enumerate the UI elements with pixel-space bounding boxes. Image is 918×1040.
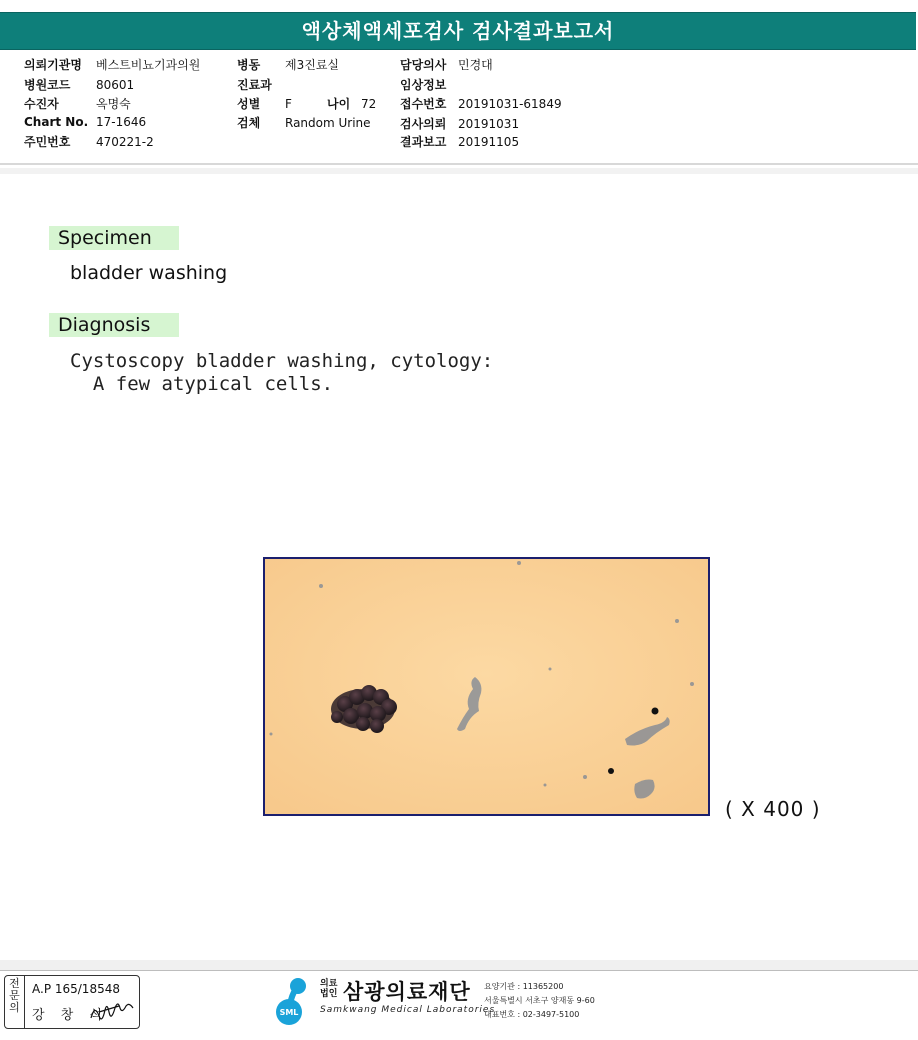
info-value: 72 [361, 97, 377, 111]
footer-divider [0, 970, 918, 971]
info-row-hospital-code [24, 76, 134, 93]
info-value: 20191105 [458, 135, 520, 149]
org-type-label [320, 979, 337, 999]
org-type-line-2: 법인 [320, 989, 338, 999]
signature-icon [89, 998, 135, 1024]
info-value: F [285, 97, 292, 111]
microscopy-image [263, 557, 710, 816]
info-label: 수진자 [24, 97, 59, 111]
info-row-report-date [400, 133, 519, 150]
logo-text: SML [279, 1008, 299, 1017]
org-english-name: Samkwang Medical Laboratories [320, 1005, 496, 1015]
specimen-header: Specimen [49, 226, 179, 250]
info-row-doctor [400, 56, 493, 73]
org-type-line-1: 의료 [320, 979, 338, 989]
info-row-receipt-no [400, 95, 562, 112]
info-row-clinical-info [400, 76, 458, 93]
org-info-line-2: 서울특별시 서초구 양재동 9-60 [484, 996, 595, 1005]
org-info-line-3: 대표번호 : 02-3497-5100 [484, 1010, 580, 1019]
magnification-label: ( X 400 ) [725, 797, 821, 821]
info-value: 제3진료실 [285, 58, 340, 72]
info-row-patient [24, 95, 131, 112]
info-label: 병동 [237, 58, 261, 72]
diagnosis-header: Diagnosis [49, 313, 179, 337]
pathologist-stamp [4, 975, 140, 1029]
patient-info-block [0, 50, 918, 170]
info-row-request-date [400, 115, 519, 132]
info-value: 20191031 [458, 117, 520, 131]
info-row-dept [237, 76, 285, 93]
info-value: 80601 [96, 78, 135, 92]
info-value: 17-1646 [96, 115, 147, 129]
info-label: 나이 [327, 97, 351, 111]
stamp-doctor-name: 강 창 석 [32, 1008, 108, 1023]
diagnosis-line-1: Cystoscopy bladder washing, cytology: [70, 350, 494, 372]
info-row-sex [237, 95, 292, 112]
diagnosis-line-2: A few atypical cells. [70, 373, 334, 395]
info-value: 민경대 [458, 58, 493, 72]
info-value: 20191031-61849 [458, 97, 562, 111]
cytology-photo [265, 559, 708, 814]
info-label: 담당의사 [400, 58, 447, 72]
header-divider [0, 163, 918, 165]
report-title: 액상체액세포검사 검사결과보고서 [0, 12, 916, 50]
org-info-line-1: 요양기관 : 11365200 [484, 982, 564, 991]
info-row-specimen-type [237, 114, 371, 131]
info-value: 베스트비뇨기과의원 [96, 58, 201, 72]
info-label: 진료과 [237, 78, 272, 92]
footer-band [0, 960, 918, 970]
info-label: 검사의뢰 [400, 117, 447, 131]
stamp-side-label [5, 976, 25, 1028]
info-label: 성별 [237, 97, 261, 111]
org-name: 삼광의료재단 [343, 980, 471, 1004]
diagnosis-text [70, 350, 493, 396]
info-label: 임상정보 [400, 78, 447, 92]
info-row-chart-no [24, 115, 146, 129]
info-label: 결과보고 [400, 135, 447, 149]
info-label: 접수번호 [400, 97, 447, 111]
info-value: Random Urine [285, 116, 371, 130]
info-label: 검체 [237, 116, 261, 130]
stamp-ap-number: A.P 165/18548 [32, 982, 120, 996]
info-label: 주민번호 [24, 135, 71, 149]
info-row-resident-no [24, 133, 154, 150]
info-row-age [327, 95, 376, 112]
info-label: 병원코드 [24, 78, 71, 92]
info-row-institution [24, 56, 200, 73]
info-row-ward [237, 56, 339, 73]
header-divider-shade [0, 168, 918, 174]
stamp-side-text: 전문의 [9, 977, 20, 1014]
info-label: Chart No. [24, 115, 89, 129]
specimen-value: bladder washing [70, 262, 228, 284]
sml-logo-icon [268, 976, 318, 1026]
info-value: 470221-2 [96, 135, 154, 149]
info-label: 의뢰기관명 [24, 58, 82, 72]
info-value: 옥명숙 [96, 97, 131, 111]
